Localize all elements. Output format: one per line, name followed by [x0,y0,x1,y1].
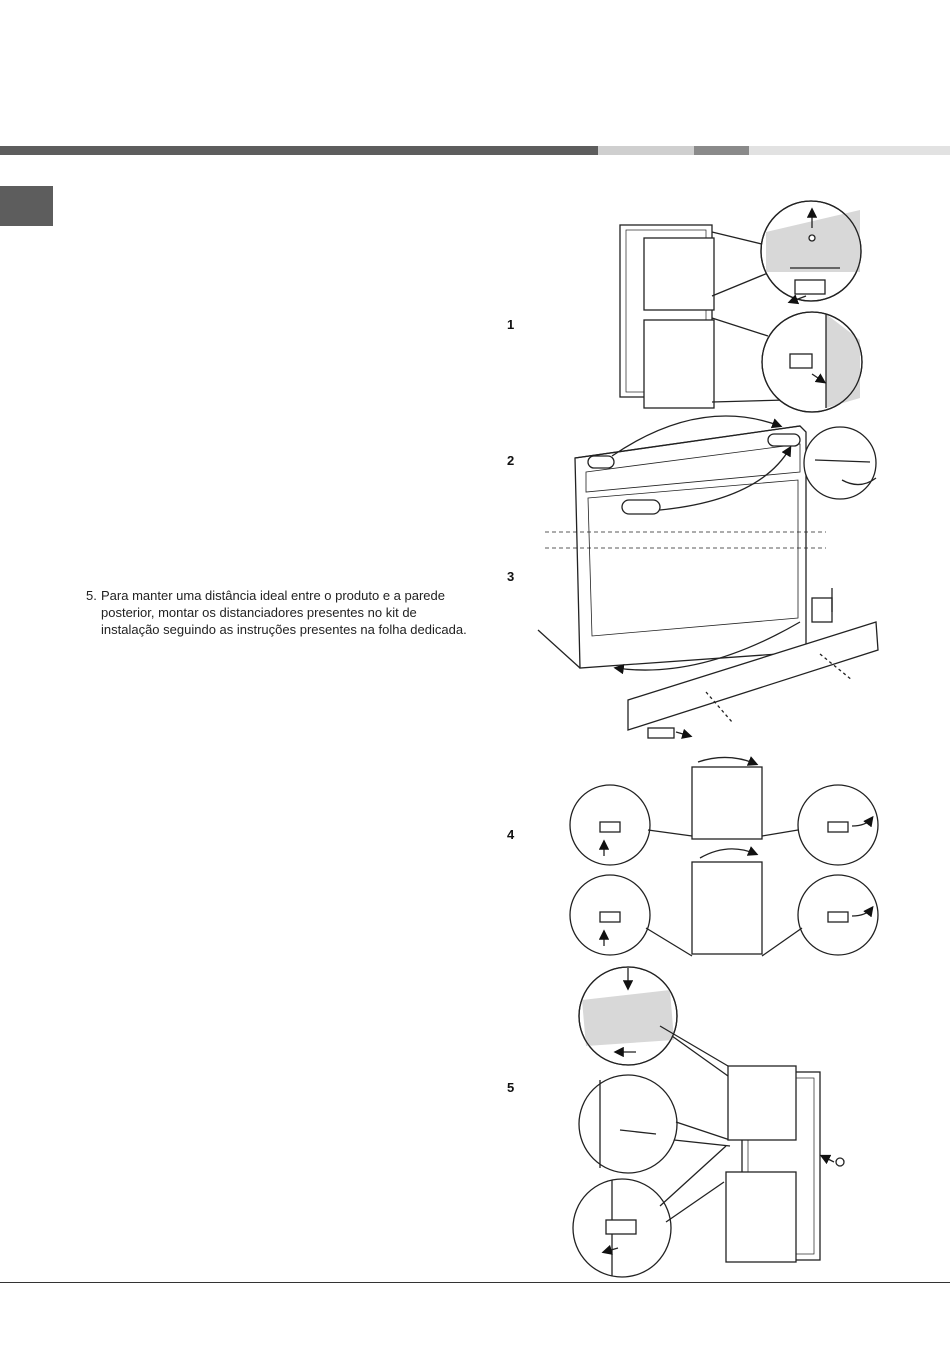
figure-label-1: 1 [507,317,515,332]
figure-2-3-drawing [538,416,878,738]
figure-label-3: 3 [507,569,515,584]
step-text: Para manter uma distância ideal entre o produto e a parede posterior, montar os distanciadores presentes no kit de instalação seguindo as instruções presentes na folha dedicada. [101,588,467,637]
figure-label-5: 5 [507,1080,515,1095]
bottom-rule [0,1282,950,1283]
figure-label-2: 2 [507,453,515,468]
instruction-step-5 [86,587,471,638]
header-stripe-light [598,146,694,155]
header-stripe [0,146,950,155]
figure-4-drawing [570,757,878,956]
step-number: 5. [86,588,97,603]
header-stripe-dark [0,146,598,155]
figure-5-drawing [573,967,844,1277]
header-stripe-mid [694,146,749,155]
header-stripe-pale [749,146,950,155]
door-reversal-illustrations [520,190,950,1280]
figure-label-4: 4 [507,827,515,842]
language-tab [0,186,53,226]
figure-1-drawing [620,201,862,412]
